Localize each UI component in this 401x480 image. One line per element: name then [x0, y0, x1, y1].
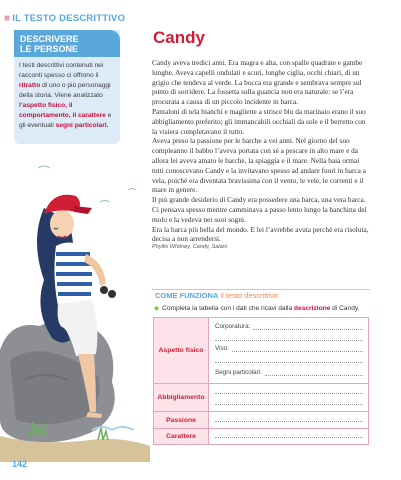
sidebar-heading-line2: LE PERSONE	[20, 44, 79, 54]
answer-line[interactable]	[215, 393, 363, 394]
story-body	[152, 58, 372, 244]
answer-line[interactable]	[215, 340, 363, 341]
exercise-divider	[152, 289, 370, 290]
story-author: Phyllis Whitney, Candy, Salani	[152, 244, 228, 250]
instruction-text-end: di Candy.	[330, 305, 360, 312]
sidebar-text-part: di uno o più personaggi della storia. Viene analizzato	[19, 82, 111, 99]
sidebar-text-highlight: segni particolari.	[55, 122, 109, 129]
page-number: 142	[12, 459, 28, 469]
girl-on-rock-illustration	[0, 150, 150, 462]
top-bar	[0, 0, 401, 11]
instruction-text: Completa la tabella con i dati che ricavi dalla	[162, 305, 295, 312]
story-title: Candy	[153, 28, 205, 47]
section-bullet-icon: ■	[4, 13, 11, 24]
exercise-title-rest: il testo descrittivo	[218, 291, 278, 300]
instruction-highlight: descrizione	[294, 305, 331, 312]
row-area-aspetto-fisico	[209, 318, 368, 384]
exercise-title-main: COME FUNZIONA	[155, 291, 219, 300]
row-area-abbigliamento	[209, 384, 368, 412]
section-title	[4, 13, 125, 24]
corporatura-line[interactable]	[253, 323, 363, 330]
story-paragraph: Il più grande desiderio di Candy era possedere una barca, una vera barca. Ci pensava spesso mentre camminava a passo lento lungo la banchina del molo e la vedeva nei suoi sogni.	[152, 195, 367, 224]
row-label-abbigliamento: Abbigliamento	[154, 384, 209, 412]
story-paragraph: Era la barca più bella del mondo. E lei l’avrebbe avuta perché era risoluta, decisa a non arrendersi.	[152, 224, 369, 244]
row-label-aspetto-fisico: Aspetto fisico	[154, 318, 209, 384]
answer-line[interactable]	[215, 404, 363, 405]
story-paragraph: Candy aveva tredici anni. Era magra e alta, con spalle quadrate e gambe lunghe. Aveva capelli ondulati e scuri, lunghe ciglia, occhi chiari, di un grigio che tendeva al verde. La bocca era grande e sembrava sempre sul punto di sorridere. La fossetta sulla guancia non era naturale: se l’era procurata a causa di un piccolo incidente in barca.	[152, 58, 363, 107]
sidebar-text	[19, 61, 119, 131]
story-paragraph: Pantaloni di tela bianchi e magliette a strisce blu da marinaio erano il suo abbigliamento preferito; gli immancabili occhiali da sole e il berretto con la visiera completavano il tutto.	[152, 106, 366, 136]
row-label-passione: Passione	[154, 412, 209, 429]
corporatura-field[interactable]	[215, 323, 363, 330]
exercise-title	[155, 291, 278, 300]
segni-line[interactable]	[265, 369, 363, 376]
sidebar-text-highlight: ritratto	[19, 82, 41, 89]
exercise-instruction	[154, 304, 360, 312]
sidebar-text-part: I testi descrittivi contenuti nei racconti spesso ci offrono il	[19, 62, 104, 79]
segni-label: Segni particolari:	[215, 369, 262, 376]
viso-field[interactable]	[215, 345, 363, 352]
corporatura-label: Corporatura:	[215, 323, 251, 330]
row-area-passione	[209, 412, 368, 429]
row-label-carattere: Carattere	[154, 429, 209, 444]
segni-field[interactable]	[215, 369, 363, 376]
answer-line[interactable]	[215, 362, 363, 363]
sidebar-text-part: e gli eventuali	[19, 112, 112, 129]
diamond-icon: ◆	[154, 305, 160, 312]
section-title-text: IL TESTO DESCRITTIVO	[12, 13, 126, 24]
sidebar-heading	[20, 34, 110, 54]
answer-line[interactable]	[215, 437, 363, 438]
story-paragraph: Aveva preso la passione per le barche a vei anni. Nel giorno del suo compleanno il babbo l’aveva portata con sé a pescare in alto mare e da allora lei aveva amato le barche, la spiaggia e il mare. Nella baia ormai tutti conoscevano Candy e la invitavano spesso ad andare fuori in barca a vela, poiché era diventata bravissima con il vento, le vele, le correnti e il mare in genere.	[152, 136, 366, 195]
sidebar-heading-line1: DESCRIVERE	[20, 34, 79, 44]
exercise-table	[153, 317, 369, 445]
sidebar-text-highlight: l’aspetto fisico, il comportamento, il carattere	[19, 102, 106, 119]
answer-line[interactable]	[215, 421, 363, 422]
viso-line[interactable]	[232, 345, 363, 352]
viso-label: Viso:	[215, 345, 229, 352]
row-area-carattere	[209, 429, 368, 444]
